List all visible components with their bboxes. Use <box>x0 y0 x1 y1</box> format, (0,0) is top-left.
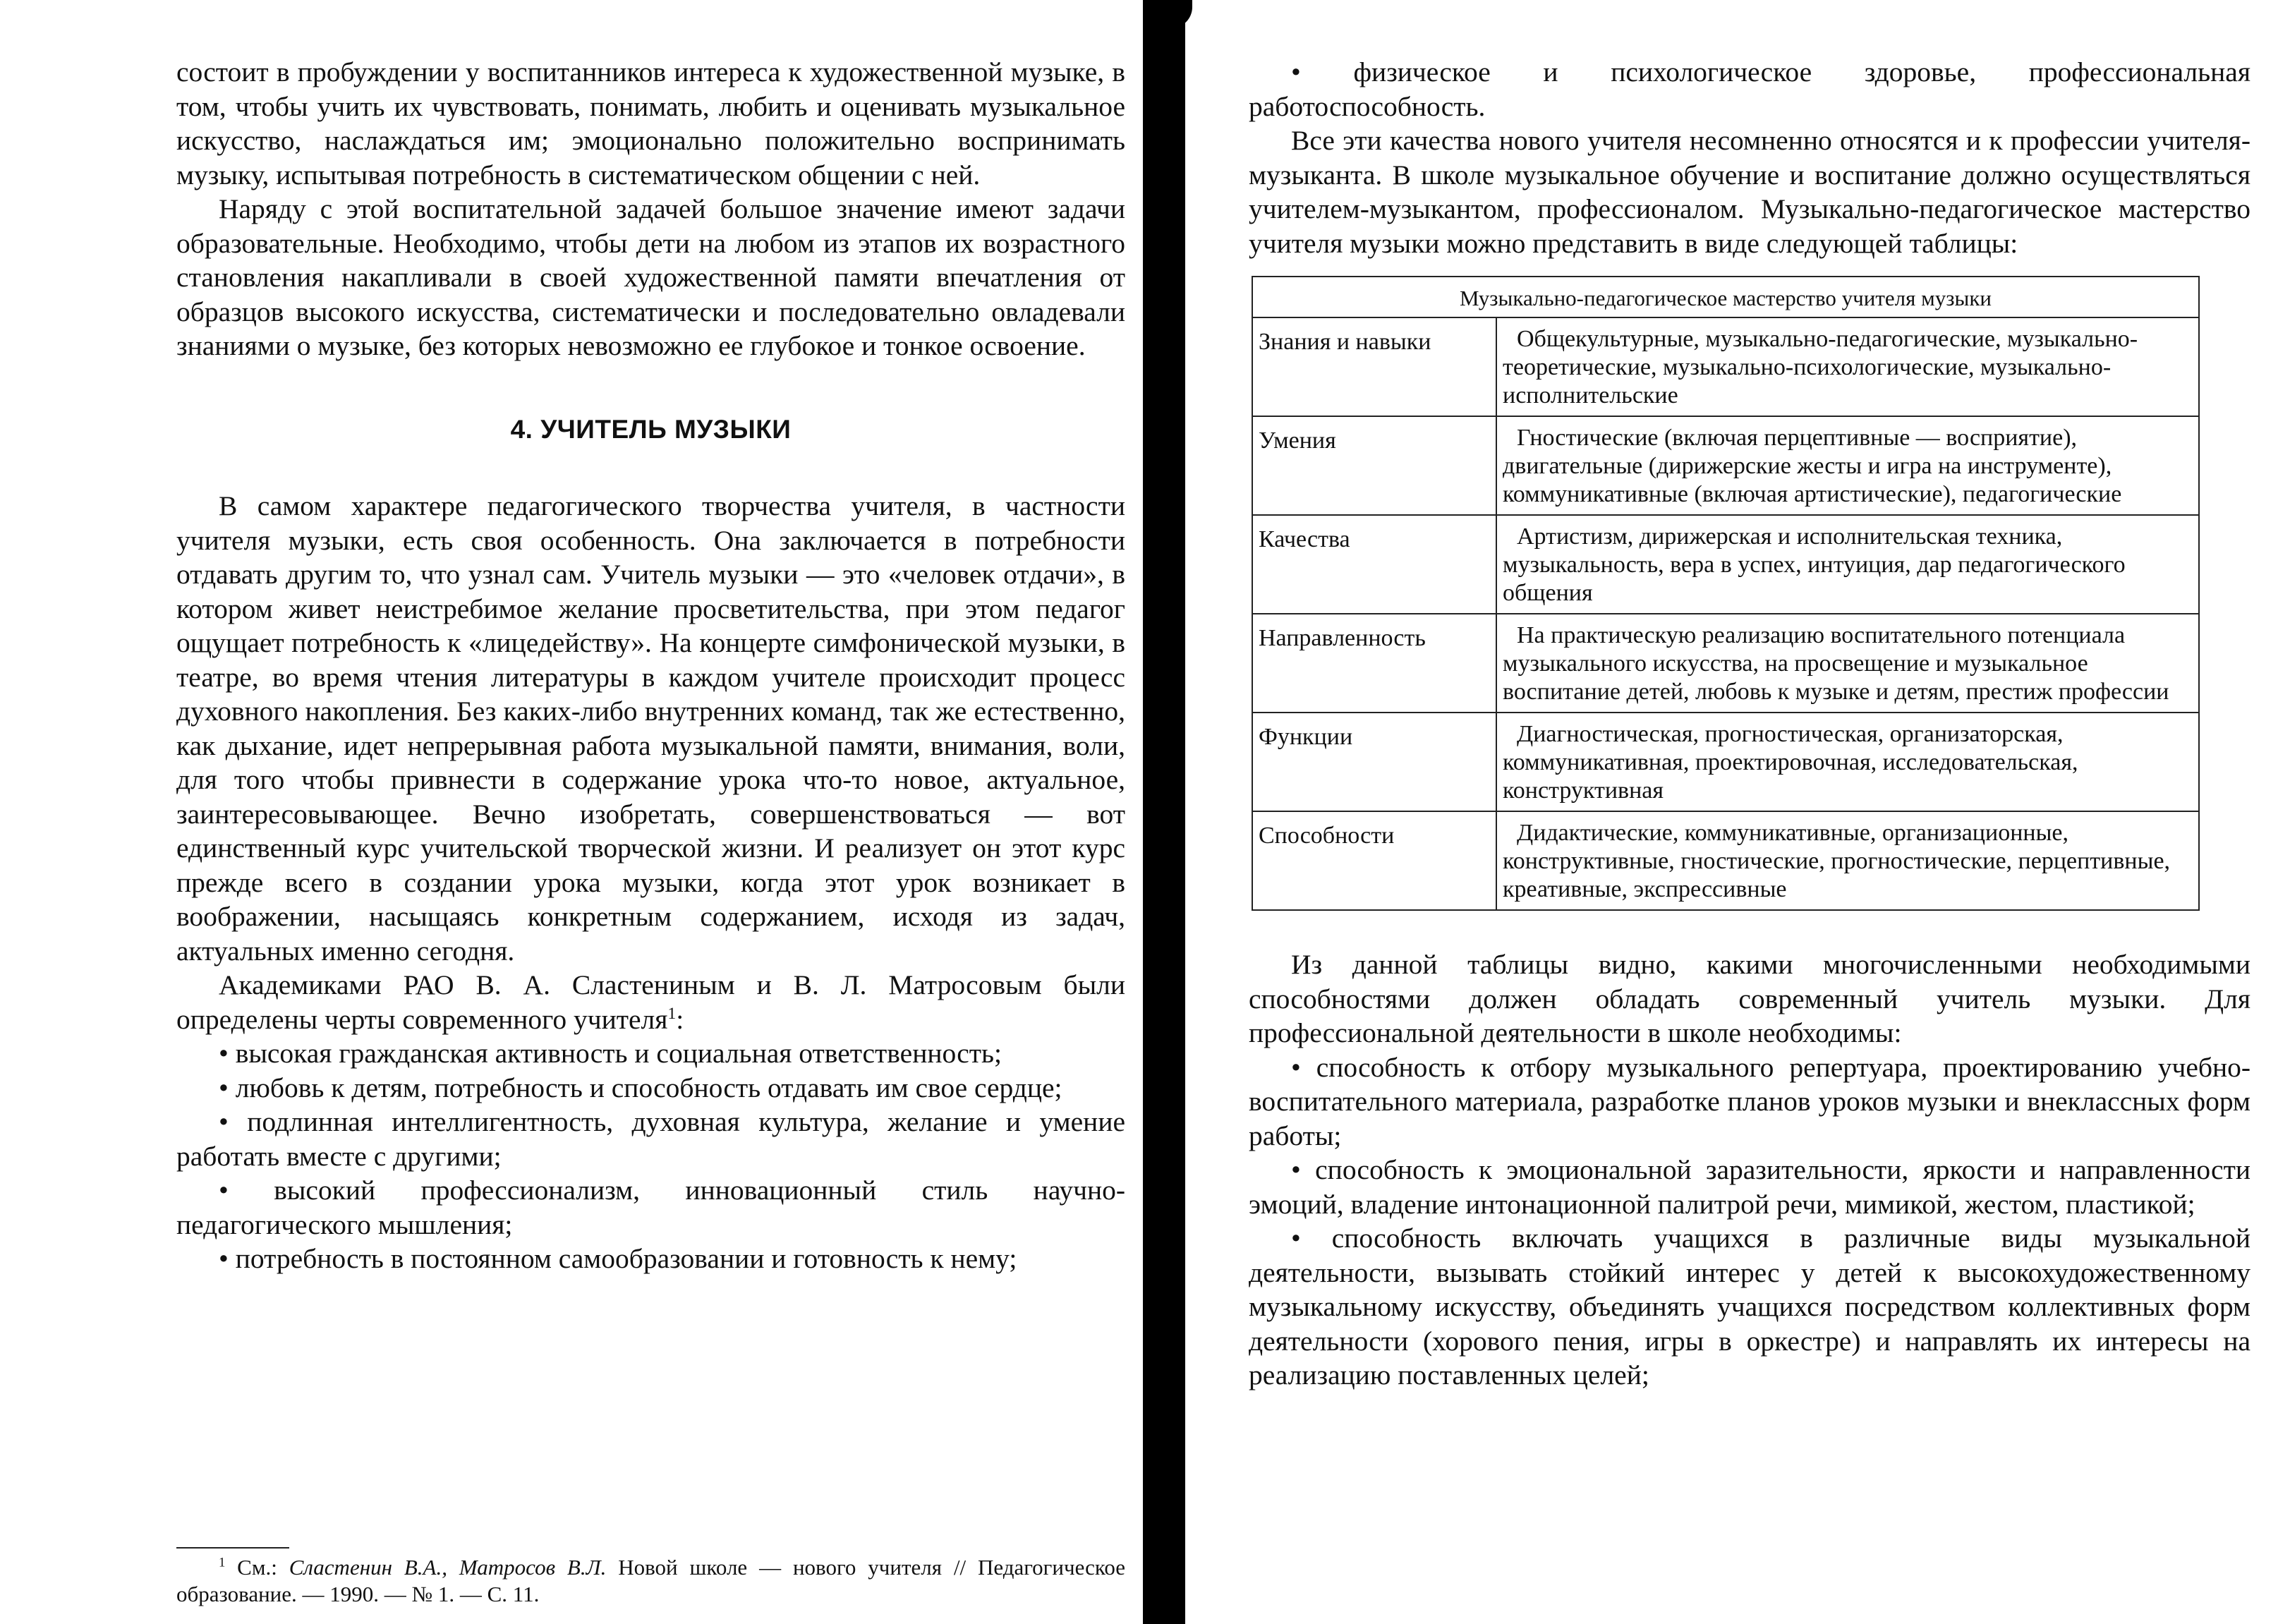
footnote-authors: Сластенин В.А., Матросов В.Л. <box>289 1555 607 1580</box>
list-item: • способность к отбору музыкального репертуара, проектированию учебно-воспитательного материала, разработке планов уроков музыки и внеклассных форм работы; <box>1249 1051 2250 1151</box>
footnote-reference[interactable]: 1 <box>667 1004 677 1023</box>
table-caption: Музыкально-педагогическое мастерство учителя музыки <box>1252 277 2199 317</box>
list-item: • высокий профессионализм, инновационный стиль научно-педагогического мышления; <box>176 1175 1125 1240</box>
table-description: Диагностическая, прогностическая, организаторская, коммуникативная, проектировочная, исследовательская, конструктивная <box>1496 713 2199 811</box>
table-term: Направленность <box>1252 614 1496 713</box>
table-term: Качества <box>1252 515 1496 614</box>
paragraph: Наряду с этой воспитательной задачей большое значение имеют задачи образовательные. Необходимо, чтобы дети на любом из этапов их возрастного становления накапливали в своей художественной памяти впечатления от образцов высокого искусства, систематически и последовательно овладевали знаниями о музыке, без которых невозможно ее глубокое и тонкое освоение. <box>176 193 1125 361</box>
list-item: • потребность в постоянном самообразовании и готовность к нему; <box>219 1243 1017 1274</box>
table-term: Знания и навыки <box>1252 317 1496 416</box>
table-row <box>1252 713 2199 811</box>
table-row <box>1252 416 2199 515</box>
table-description: Дидактические, коммуникативные, организационные, конструктивные, гностические, прогностические, перцептивные, креативные, экспрессивные <box>1496 811 2199 910</box>
table-term: Функции <box>1252 713 1496 811</box>
footnote <box>176 1554 1125 1608</box>
footnote-see: См.: <box>237 1555 277 1580</box>
list-item: • подлинная интеллигентность, духовная культура, желание и умение работать вместе с другими; <box>176 1106 1125 1172</box>
paragraph: В самом характере педагогического творчества учителя, в частности учителя музыки, есть своя особенность. Она заключается в потребности отдавать другим то, что узнал сам. Учитель музыки — это «человек отдачи», в котором живет неистребимое желание просветительства, при этом педагог ощущает потребность к «лицедейству». На концерте симфонической музыки, в театре, во время чтения литературы в каждом учителе происходит процесс духовного накопления. Без каких-либо внутренних команд, так же естественно, как дыхание, идет непрерывная работа музыкальной памяти, внимания, воли, для того чтобы привнести в содержание урока что-то новое, актуальное, заинтересовывающее. Вечно изобретать, совершенствоваться — вот единственный курс учительской творческой жизни. И реализует он этот курс прежде всего в создании урока музыки, когда этот урок возникает в воображении, насыщаясь конкретным содержанием, исходя из задач, актуальных именно сегодня. <box>176 490 1125 966</box>
paragraph-academics <box>176 968 1125 1036</box>
list-item: • способность к эмоциональной заразительности, яркости и направленности эмоций, владение интонационной палитрой речи, мимикой, жестом, пластикой; <box>1249 1154 2250 1220</box>
footnote-marker: 1 <box>219 1555 226 1570</box>
table-row <box>1252 515 2199 614</box>
paragraph: Все эти качества нового учителя несомненно относятся и к профессии учителя-музыканта. В школе музыкальное обучение и воспитание должно осуществляться учителем-музыкантом, профессионалом. Музыкально-педагогическое мастерство учителя музыки можно представить в виде следующей таблицы: <box>1249 125 2250 259</box>
table-term: Умения <box>1252 416 1496 515</box>
paragraph: Из данной таблицы видно, какими многочисленными необходимыми способностями должен обладать современный учитель музыки. Для профессиональной деятельности в школе необходимы: <box>1249 949 2250 1048</box>
left-page <box>0 0 1143 1624</box>
right-page <box>1185 0 2290 1624</box>
table-caption-row <box>1252 277 2199 317</box>
list-item: • физическое и психологическое здоровье, профессиональная работоспособность. <box>1249 56 2250 122</box>
table-description: Гностические (включая перцептивные — восприятие), двигательные (дирижерские жесты и игра на инструменте), коммуникативные (включая артистические), педагогические <box>1496 416 2199 515</box>
table-row <box>1252 317 2199 416</box>
table-description: Общекультурные, музыкально-педагогические, музыкально-теоретические, музыкально-психологические, музыкально-исполнительские <box>1496 317 2199 416</box>
right-column <box>1249 55 2250 1393</box>
table-term: Способности <box>1252 811 1496 910</box>
mastery-table <box>1252 276 2200 911</box>
footnote-divider <box>176 1547 289 1549</box>
paragraph-text: Академиками РАО В. А. Сластениным и В. Л. Матросовым были определены черты современного учителя <box>176 969 1125 1035</box>
section-heading: 4. УЧИТЕЛЬ МУЗЫКИ <box>510 414 792 444</box>
table-description: На практическую реализацию воспитательного потенциала музыкального искусства, на просвещение и музыкальное воспитание детей, любовь к музыке и детям, престиж профессии <box>1496 614 2199 713</box>
list-item: • любовь к детям, потребность и способность отдавать им свое сердце; <box>219 1072 1062 1103</box>
list-item: • способность включать учащихся в различные виды музыкальной деятельности, вызывать стойкий интерес у детей к высокохудожественному музыкальному искусству, объединять учащихся посредством коллективных форм деятельности (хорового пения, игры в оркестре) и направлять их интересы на реализацию поставленных целей; <box>1249 1223 2250 1390</box>
list-item: • высокая гражданская активность и социальная ответственность; <box>219 1038 1002 1069</box>
table-row <box>1252 614 2199 713</box>
table-row <box>1252 811 2199 910</box>
colon: : <box>676 1003 684 1035</box>
paragraph: состоит в пробуждении у воспитанников интереса к художественной музыке, в том, чтобы учить их чувствовать, понимать, любить и оценивать музыкальное искусство, наслаждаться им; эмоционально положительно воспринимать музыку, испытывая потребность в систематическом общении с ней. <box>176 56 1125 190</box>
table-description: Артистизм, дирижерская и исполнительская техника, музыкальность, вера в успех, интуиция, дар педагогического общения <box>1496 515 2199 614</box>
book-spine-shadow <box>1143 0 1185 1624</box>
left-column <box>176 55 1125 1276</box>
footnote-citation: Новой школе — нового учителя // Педагогическое образование. — 1990. — № 1. — С. 11. <box>176 1555 1125 1606</box>
